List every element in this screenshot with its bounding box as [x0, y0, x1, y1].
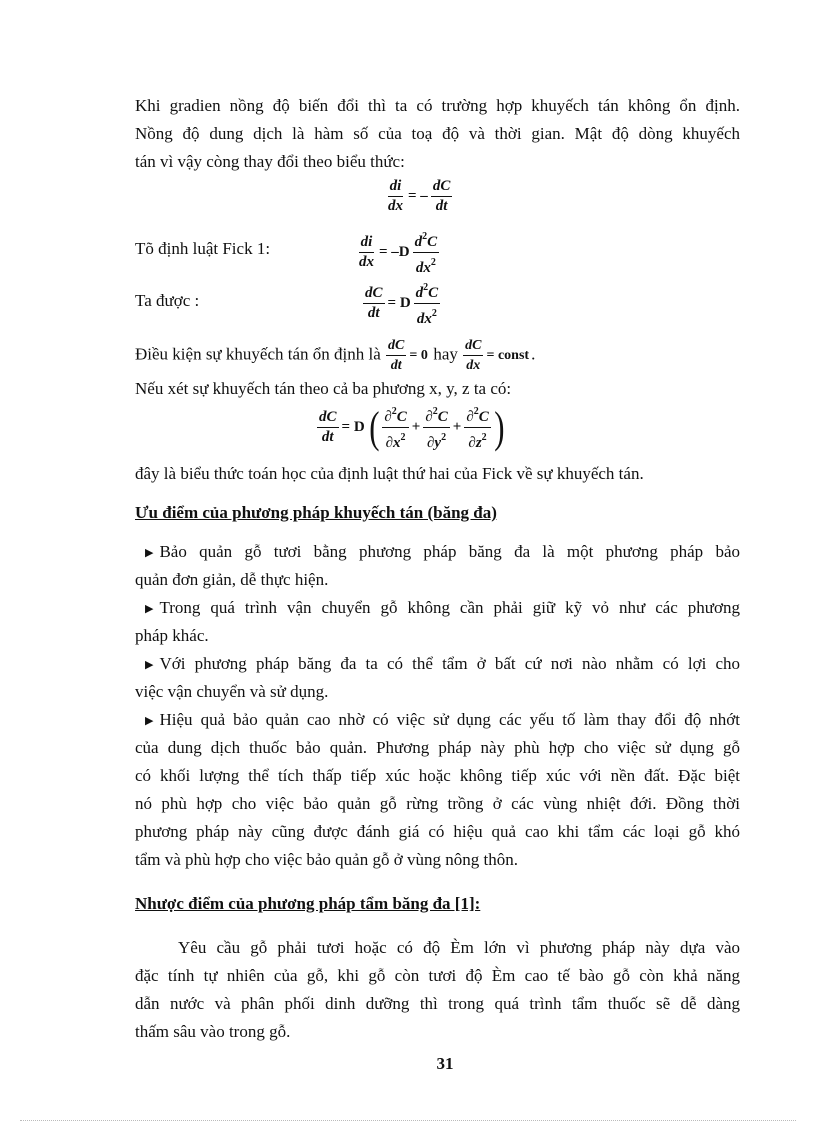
advantage-3-line-1: ▶ Với phương pháp băng đa ta có thể tẩm ở bất cứ nơi nào nhằm có lợi cho: [145, 652, 740, 677]
advantage-4-line-1: ▶ Hiệu quả bảo quản cao nhờ có việc sử dụng các yếu tố làm thay đổi độ nhớt: [145, 708, 740, 733]
advantage-1-line-1: ▶ Bảo quản gỗ tươi bằng phương pháp băng đa là một phương pháp bảo: [145, 540, 740, 565]
intro-line-1: Khi gradien nồng độ biến đổi thì ta có trường hợp khuyếch tán không ổn định.: [135, 96, 740, 115]
intro-line-2: Nồng độ dung dịch là hàm số của toạ độ và thời gian. Mật độ dòng khuyếch: [135, 124, 740, 143]
equation-3d: $\frac{dC}{dt}$ = D( $\frac{\partial^2C}{\partial x^2}$ + $\frac{\partial^2C}{\partial y^2}$ + $\frac{\partial^2C}{\partial z^2}$ ): [319, 402, 505, 452]
three-direction-line: Nếu xét sự khuyếch tán theo cả ba phương x, y, z ta có:: [135, 379, 512, 398]
fick1-label: Tõ định luật Fick 1:: [135, 239, 271, 258]
equation-fick1: $\frac{di}{dx}$ = –D $\frac{d^2C}{dx^2}$: [356, 228, 440, 277]
advantage-2-line-2: pháp khác.: [135, 626, 209, 645]
triangle-right-icon: ▶: [145, 547, 154, 559]
triangle-right-icon: ▶: [145, 715, 154, 727]
advantage-4-line-4: nó phù hợp cho việc bảo quản gỗ rừng trồng ở các vùng nhiệt đới. Đồng thời: [135, 794, 740, 813]
disadvantage-line-1: Yêu cầu gỗ phải tươi hoặc có độ Èm lớn vì phương pháp này dựa vào: [178, 938, 740, 957]
equation-gradient: $\frac{di}{dx}$ = – $\frac{dC}{dt}$: [388, 178, 451, 214]
advantage-2-line-1: ▶ Trong quá trình vận chuyển gỗ không cần phải giữ kỹ vỏ như các phương: [145, 596, 740, 621]
advantage-4-line-6: tẩm và phù hợp cho việc bảo quản gỗ ở vùng nông thôn.: [135, 850, 518, 869]
disadvantage-line-3: dẫn nước và phân phối dinh dưỡng thì trong quá trình tẩm thuốc sẽ dễ dàng: [135, 994, 740, 1013]
triangle-right-icon: ▶: [145, 659, 154, 671]
advantage-4-line-5: phương pháp này cũng được đánh giá có hiệu quả cao khi tẩm các loại gỗ khó: [135, 822, 740, 841]
second-law-line: đây là biểu thức toán học của định luật thứ hai của Fick về sự khuyếch tán.: [135, 464, 644, 483]
stable-condition-line: Điều kiện sự khuyếch tán ổn định là $\frac{dC}{dt}$ = 0 hay $\frac{dC}{dx}$ = const .: [135, 338, 536, 373]
intro-line-3: tán vì vậy còng thay đổi theo biểu thức:: [135, 152, 405, 171]
advantages-heading: Ưu điểm của phương pháp khuyếch tán (băng đa): [135, 503, 497, 522]
disadvantage-line-4: thấm sâu vào trong gỗ.: [135, 1022, 291, 1041]
page-bottom-divider: [20, 1120, 796, 1121]
triangle-right-icon: ▶: [145, 603, 154, 615]
equation-result: $\frac{dC}{dt}$ = D $\frac{d^2C}{dx^2}$: [362, 279, 441, 328]
disadvantages-heading: Nhược điểm của phương pháp tẩm băng đa [1]:: [135, 894, 481, 913]
result-label: Ta được :: [135, 291, 200, 310]
advantage-4-line-3: có khối lượng thể tích thấp tiếp xúc hoặc không tiếp xúc với nền đất. Đặc biệt: [135, 766, 740, 785]
advantage-3-line-2: việc vận chuyển và sử dụng.: [135, 682, 329, 701]
disadvantage-line-2: đặc tính tự nhiên của gỗ, khi gỗ còn tươi độ Èm cao tế bào gỗ còn khả năng: [135, 966, 740, 985]
advantage-4-line-2: của dung dịch thuốc bảo quản. Phương pháp này phù hợp cho việc sử dụng gỗ: [135, 738, 740, 757]
page-number: 31: [436, 1054, 454, 1073]
advantage-1-line-2: quản đơn giản, dễ thực hiện.: [135, 570, 329, 589]
